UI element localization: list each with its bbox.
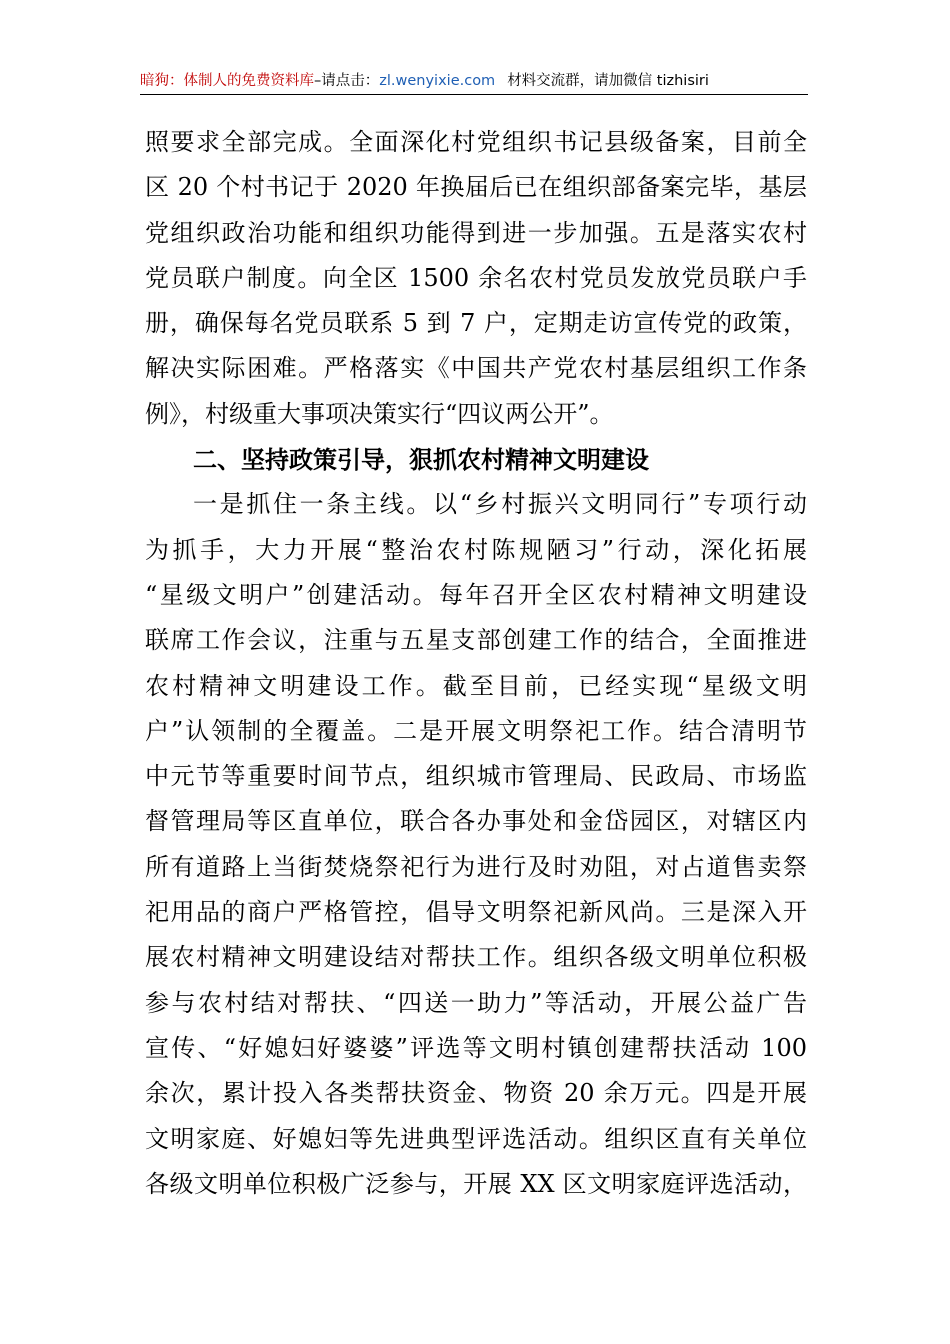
text-line: 册，确保每名党员联系 5 到 7 户，定期走访宣传党的政策， (145, 309, 807, 338)
text-line: 党员联户制度。向全区 1500 余名农村党员发放党员联户手 (145, 263, 807, 292)
text-line: 联席工作会议，注重与五星支部创建工作的结合，全面推进 (145, 626, 807, 655)
text-line: 农村精神文明建设工作。截至目前，已经实现“星级文明 (145, 671, 807, 700)
document-body (145, 120, 807, 1207)
text-line: 参与农村结对帮扶、“四送一助力”等活动，开展公益广告 (145, 988, 807, 1017)
section-heading: 二、坚持政策引导，狠抓农村精神文明建设 (193, 445, 649, 475)
text-line: 展农村精神文明建设结对帮扶工作。组织各级文明单位积极 (145, 943, 807, 972)
header-site-name: 暗狗：体制人的免费资料库 (140, 73, 314, 89)
text-line: “星级文明户”创建活动。每年召开全区农村精神文明建设 (145, 580, 807, 609)
text-line: 宣传、“好媳妇好婆婆”评选等文明村镇创建帮扶活动 100 (145, 1033, 807, 1062)
text-line: 例》，村级重大事项决策实行“四议两公开”。 (145, 399, 614, 428)
text-line: 各级文明单位积极广泛参与，开展 XX 区文明家庭评选活动， (145, 1169, 807, 1198)
page-header (140, 68, 808, 95)
text-line: 区 20 个村书记于 2020 年换届后已在组织部备案完毕，基层 (145, 173, 807, 202)
header-click-prompt: –请点击： (314, 73, 380, 89)
text-line: 照要求全部完成。全面深化村党组织书记县级备案，目前全 (145, 128, 807, 156)
text-line: 为抓手，大力开展“整治农村陈规陋习”行动，深化拓展 (145, 535, 807, 564)
text-line: 党组织政治功能和组织功能得到进一步加强。五是落实农村 (145, 218, 807, 247)
header-url-link[interactable]: zl.wenyixie.com (379, 73, 496, 89)
text-line: 文明家庭、好媳妇等先进典型评选活动。组织区直有关单位 (145, 1124, 807, 1153)
text-line: 余次，累计投入各类帮扶资金、物资 20 余万元。四是开展 (145, 1079, 807, 1108)
text-line: 户”认领制的全覆盖。二是开展文明祭祀工作。结合清明节 (145, 716, 807, 745)
text-line: 所有道路上当街焚烧祭祀行为进行及时劝阻，对占道售卖祭 (145, 852, 807, 881)
text-line: 祀用品的商户严格管控，倡导文明祭祀新风尚。三是深入开 (145, 898, 807, 927)
text-line: 督管理局等区直单位，联合各办事处和金岱园区，对辖区内 (145, 807, 807, 836)
text-line: 一是抓住一条主线。以“乡村振兴文明同行”专项行动 (193, 490, 807, 519)
text-line: 中元节等重要时间节点，组织城市管理局、民政局、市场监 (145, 762, 807, 791)
text-line: 解决实际困难。严格落实《中国共产党农村基层组织工作条 (145, 354, 807, 383)
header-wechat-note: 材料交流群，请加微信 tizhisiri (507, 73, 709, 89)
